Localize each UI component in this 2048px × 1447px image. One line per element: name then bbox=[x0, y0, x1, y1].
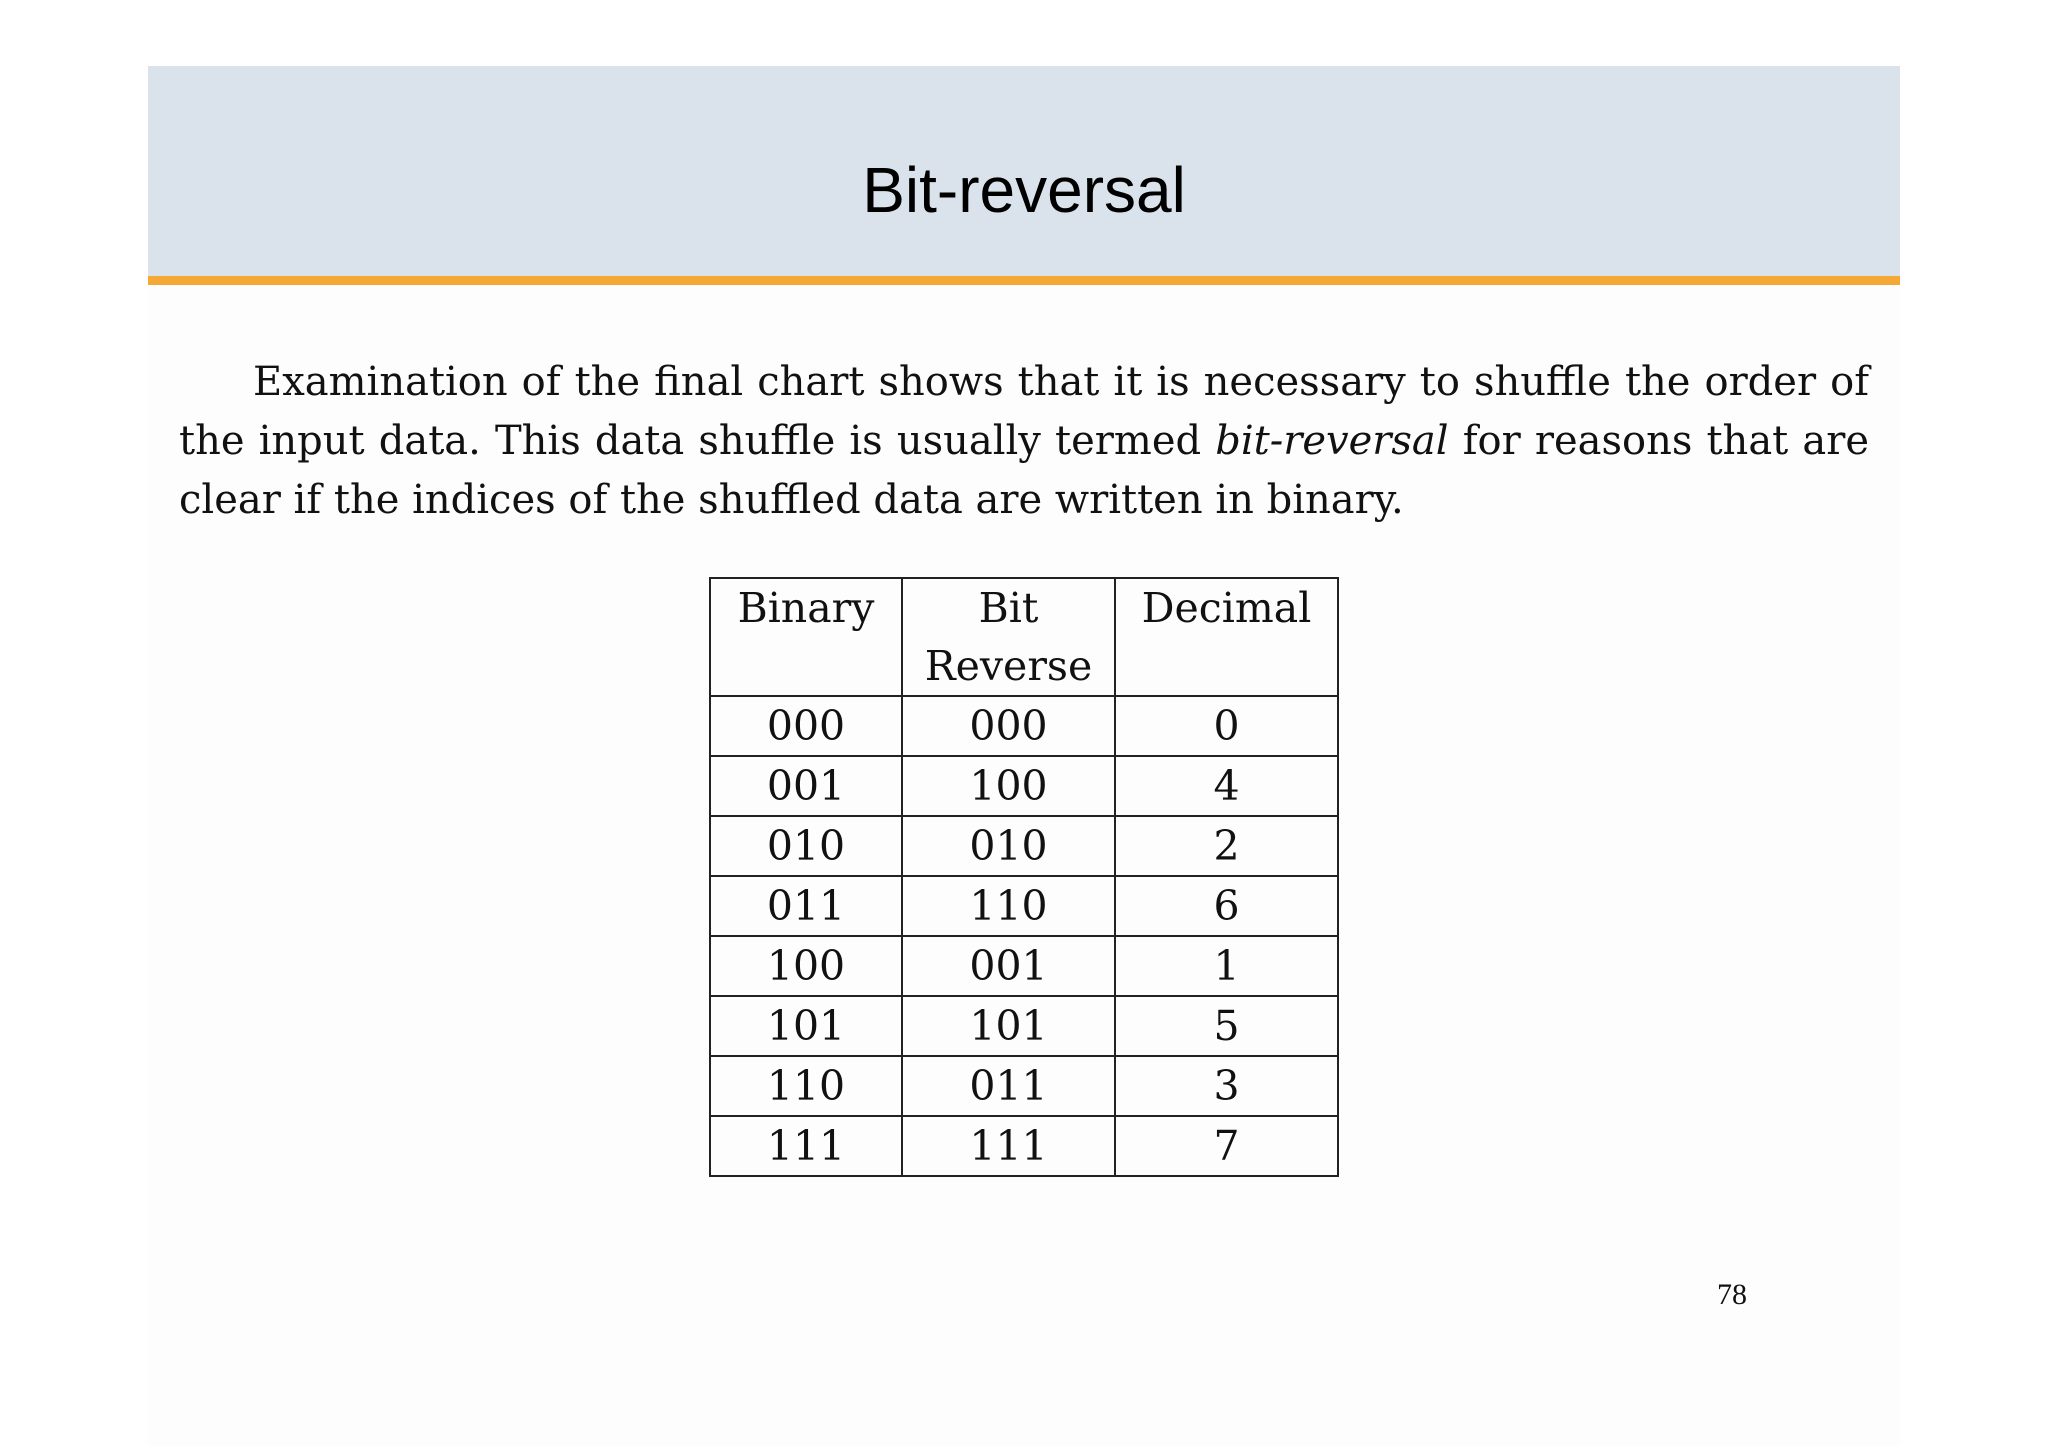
cell-decimal: 5 bbox=[1115, 996, 1338, 1056]
table-row bbox=[710, 1056, 1338, 1116]
cell-bit-reverse: 100 bbox=[902, 756, 1115, 816]
cell-bit-reverse: 010 bbox=[902, 816, 1115, 876]
cell-binary: 111 bbox=[710, 1116, 902, 1176]
table-row bbox=[710, 816, 1338, 876]
page-number: 78 bbox=[1717, 1278, 1747, 1311]
body-text-part-1: Examination of the final chart shows that it is necessary to shuffle the order of the input data. This data shuffle is usually termed bbox=[179, 359, 1869, 464]
cell-decimal: 6 bbox=[1115, 876, 1338, 936]
bit-reversal-table bbox=[709, 577, 1339, 1177]
cell-bit-reverse: 111 bbox=[902, 1116, 1115, 1176]
table-row bbox=[710, 756, 1338, 816]
cell-bit-reverse: 110 bbox=[902, 876, 1115, 936]
table-row bbox=[710, 876, 1338, 936]
header-decimal: Decimal bbox=[1115, 578, 1338, 696]
cell-binary: 001 bbox=[710, 756, 902, 816]
slide bbox=[148, 66, 1900, 1446]
cell-bit-reverse: 101 bbox=[902, 996, 1115, 1056]
header-binary: Binary bbox=[710, 578, 902, 696]
cell-bit-reverse: 011 bbox=[902, 1056, 1115, 1116]
cell-binary: 101 bbox=[710, 996, 902, 1056]
header-bit-reverse bbox=[902, 578, 1115, 696]
table-row bbox=[710, 1116, 1338, 1176]
header-bit-reverse-line2: Reverse bbox=[924, 642, 1093, 690]
table-row bbox=[710, 696, 1338, 756]
cell-binary: 000 bbox=[710, 696, 902, 756]
cell-decimal: 0 bbox=[1115, 696, 1338, 756]
body-paragraph bbox=[179, 353, 1869, 530]
cell-bit-reverse: 001 bbox=[902, 936, 1115, 996]
slide-title: Bit-reversal bbox=[862, 154, 1186, 226]
header-bit-reverse-line1: Bit bbox=[978, 584, 1039, 632]
cell-decimal: 2 bbox=[1115, 816, 1338, 876]
table-header-row bbox=[710, 578, 1338, 696]
title-bar bbox=[148, 66, 1900, 285]
table-row bbox=[710, 936, 1338, 996]
cell-decimal: 4 bbox=[1115, 756, 1338, 816]
cell-decimal: 3 bbox=[1115, 1056, 1338, 1116]
body-text-emphasis: bit-reversal bbox=[1215, 418, 1449, 464]
cell-decimal: 7 bbox=[1115, 1116, 1338, 1176]
cell-binary: 110 bbox=[710, 1056, 902, 1116]
table-row bbox=[710, 996, 1338, 1056]
cell-binary: 011 bbox=[710, 876, 902, 936]
cell-binary: 010 bbox=[710, 816, 902, 876]
body-text-part-2: for reasons that are clear if the indices of the shuffled data are written in binary. bbox=[179, 418, 1870, 523]
cell-bit-reverse: 000 bbox=[902, 696, 1115, 756]
cell-binary: 100 bbox=[710, 936, 902, 996]
cell-decimal: 1 bbox=[1115, 936, 1338, 996]
